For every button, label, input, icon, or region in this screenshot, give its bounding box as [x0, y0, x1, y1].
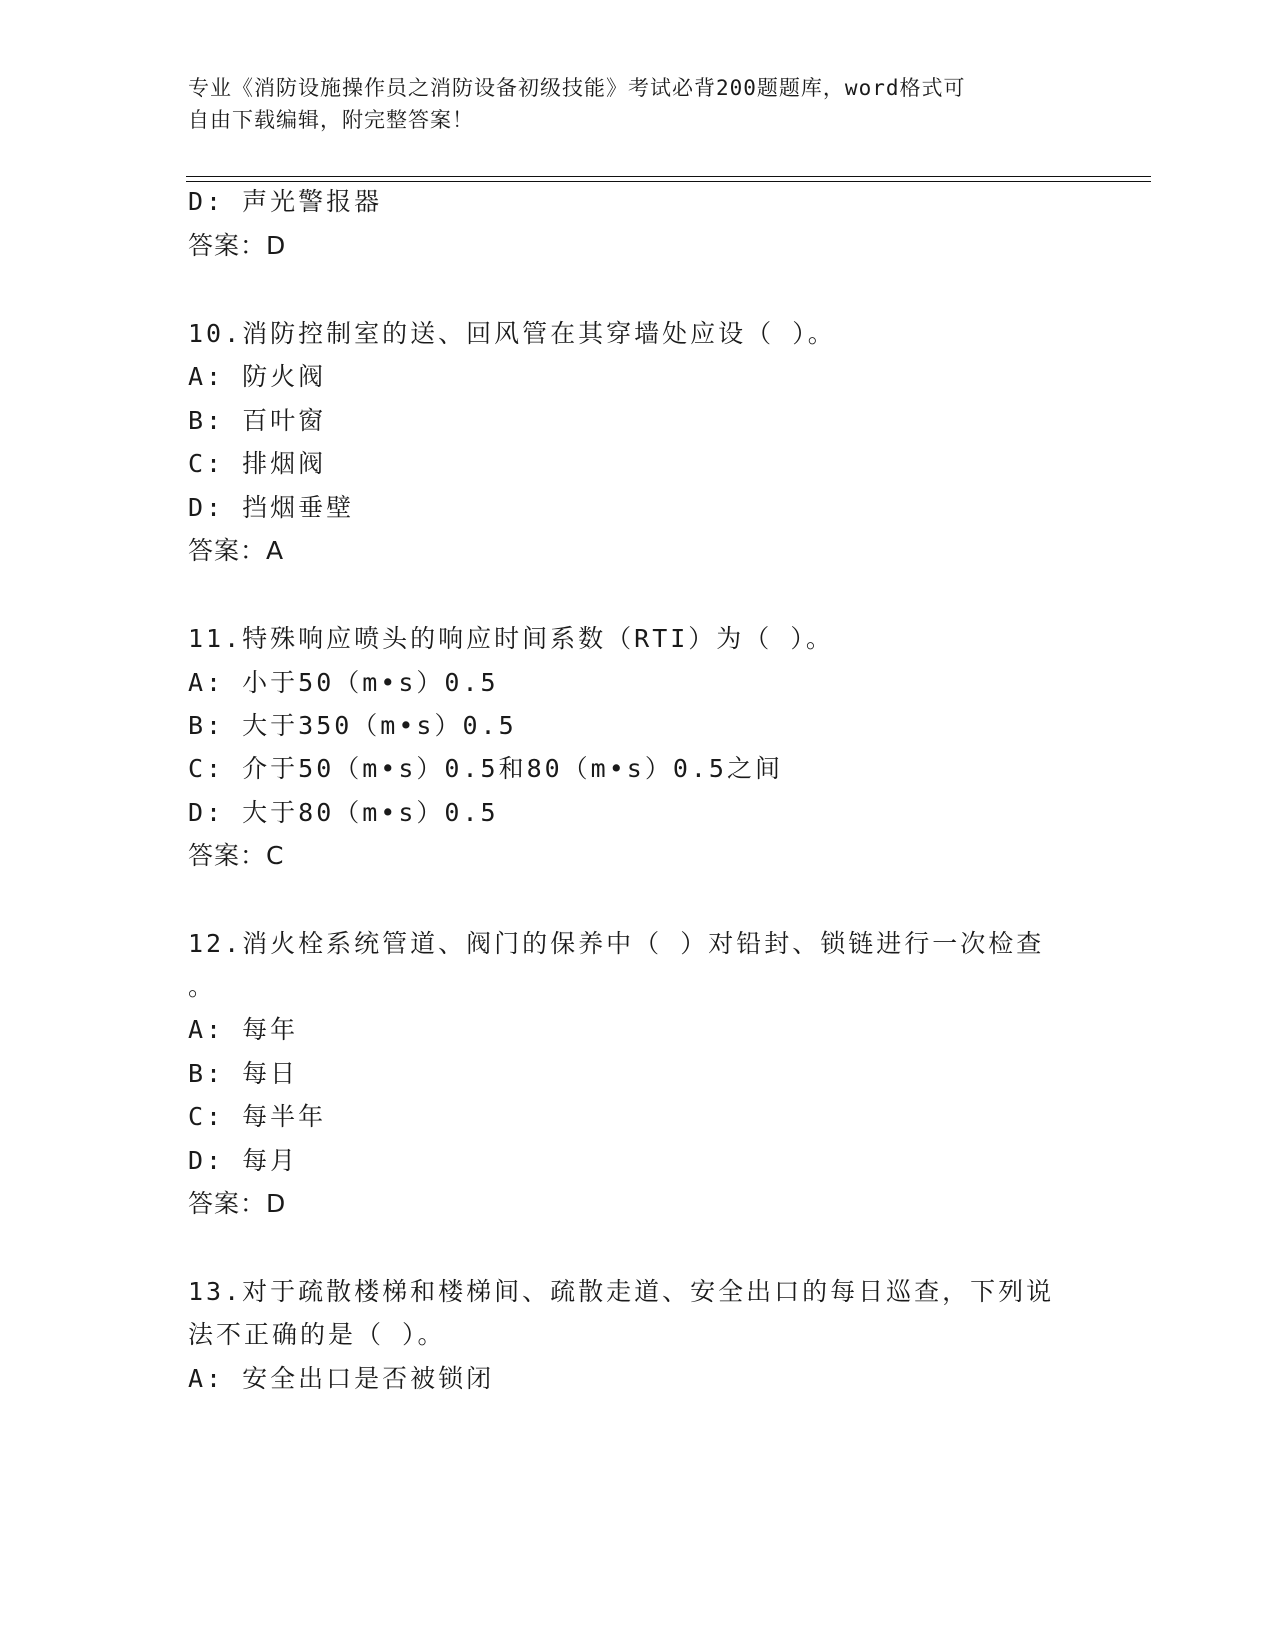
q11-option-d: D: 大于80（m•s）0.5 — [188, 798, 499, 827]
q11-option-a: A: 小于50（m•s）0.5 — [188, 668, 499, 697]
q12-answer: 答案：D — [188, 1189, 287, 1218]
q10-option-b: B: 百叶窗 — [188, 406, 327, 435]
q12-option-a: A: 每年 — [188, 1015, 299, 1044]
prev-answer: 答案：D — [188, 231, 287, 260]
q12-question-line-2: 。 — [188, 972, 217, 1001]
q12-option-b: B: 每日 — [188, 1059, 299, 1088]
q13-question-line-1: 13.对于疏散楼梯和楼梯间、疏散走道、安全出口的每日巡查，下列说 — [188, 1277, 1055, 1306]
q11-answer: 答案：C — [188, 841, 285, 870]
document-header — [188, 72, 1068, 136]
header-rule-top — [186, 176, 1151, 177]
header-line-2: 自由下载编辑，附完整答案！ — [188, 108, 474, 132]
q12-option-d: D: 每月 — [188, 1146, 299, 1175]
header-line-1: 专业《消防设施操作员之消防设备初级技能》考试必背200题题库，word格式可 — [188, 76, 966, 100]
q13-question-line-2: 法不正确的是（ ）。 — [188, 1320, 446, 1349]
q10-option-a: A: 防火阀 — [188, 362, 327, 391]
prev-option-d: D: 声光警报器 — [188, 187, 383, 216]
q10-option-d: D: 挡烟垂壁 — [188, 493, 355, 522]
q13-option-a: A: 安全出口是否被锁闭 — [188, 1364, 495, 1393]
q12-question-line-1: 12.消火栓系统管道、阀门的保养中（ ）对铅封、锁链进行一次检查 — [188, 929, 1045, 958]
q10-answer: 答案：A — [188, 536, 285, 565]
header-rule-bottom — [186, 181, 1151, 182]
q10-question: 10.消防控制室的送、回风管在其穿墙处应设（ ）。 — [188, 319, 836, 348]
q11-question: 11.特殊响应喷头的响应时间系数（RTI）为（ ）。 — [188, 624, 834, 653]
q11-option-c: C: 介于50（m•s）0.5和80（m•s）0.5之间 — [188, 754, 783, 783]
q12-option-c: C: 每半年 — [188, 1102, 327, 1131]
q11-option-b: B: 大于350（m•s）0.5 — [188, 711, 517, 740]
q10-option-c: C: 排烟阀 — [188, 449, 327, 478]
